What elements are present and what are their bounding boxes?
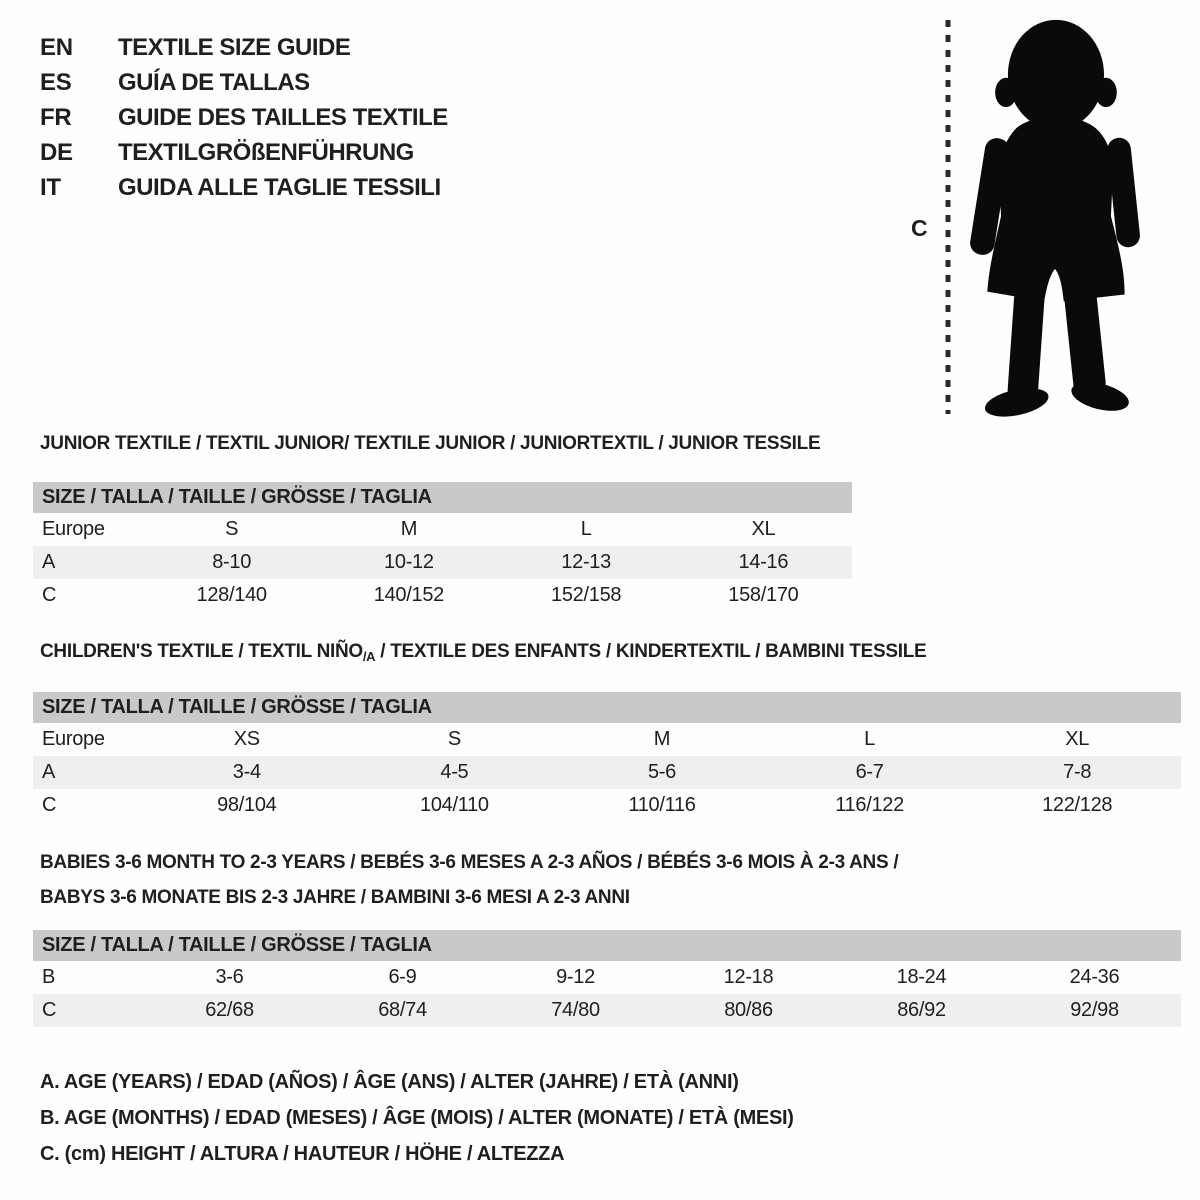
lang-code: EN <box>40 33 73 61</box>
age-cell: 14-16 <box>738 551 789 573</box>
age-cell: 6-7 <box>855 761 884 783</box>
lang-row-es <box>40 65 448 100</box>
lang-title: GUIDA ALLE TAGLIE TESSILI <box>118 173 441 201</box>
height-cell: 92/98 <box>1070 999 1119 1021</box>
row-label: C <box>42 794 57 816</box>
junior-size-table <box>33 482 852 612</box>
children-title-text: CHILDREN'S TEXTILE / TEXTIL NIÑO <box>40 641 363 662</box>
height-measure-figure <box>905 12 1165 424</box>
size-cell: S <box>447 728 461 750</box>
table-row-height <box>33 579 852 612</box>
age-cell: 12-18 <box>723 966 774 988</box>
lang-code: IT <box>40 173 61 201</box>
junior-section-title: JUNIOR TEXTILE / TEXTIL JUNIOR/ TEXTILE JUNIOR / JUNIORTEXTIL / JUNIOR TESSILE <box>40 433 821 454</box>
row-label: A <box>42 761 56 783</box>
height-cell: 110/116 <box>628 794 696 816</box>
babies-size-table <box>33 930 1181 1027</box>
age-cell: 8-10 <box>212 551 252 573</box>
age-cell: 5-6 <box>647 761 676 783</box>
table-row-europe <box>33 513 852 546</box>
height-cell: 80/86 <box>724 999 773 1021</box>
lang-title: TEXTILE SIZE GUIDE <box>118 33 351 61</box>
height-cell: 62/68 <box>205 999 254 1021</box>
children-title-text: / TEXTILE DES ENFANTS / KINDERTEXTIL / BAMBINI TESSILE <box>375 641 927 662</box>
lang-title: TEXTILGRÖßENFÜHRUNG <box>118 138 414 166</box>
table-row-height <box>33 994 1181 1027</box>
height-cell: 98/104 <box>217 794 277 816</box>
children-section-title <box>40 640 926 669</box>
size-cell: S <box>225 518 239 540</box>
row-label: C <box>42 584 57 606</box>
children-size-table <box>33 692 1181 822</box>
lang-code: FR <box>40 103 72 131</box>
lang-code: DE <box>40 138 73 166</box>
babies-title-line1: BABIES 3-6 MONTH TO 2-3 YEARS / BEBÉS 3-6 MESES A 2-3 AÑOS / BÉBÉS 3-6 MOIS À 2-3 ANS / <box>40 852 899 873</box>
size-header-bar: SIZE / TALLA / TAILLE / GRÖSSE / TAGLIA <box>33 930 1181 961</box>
height-cell: 116/122 <box>835 794 904 816</box>
size-header-bar: SIZE / TALLA / TAILLE / GRÖSSE / TAGLIA <box>33 692 1181 723</box>
measure-legend <box>40 1064 794 1172</box>
row-label: Europe <box>42 728 105 750</box>
lang-row-fr <box>40 100 448 135</box>
lang-code: ES <box>40 68 72 96</box>
babies-section-title <box>40 845 898 915</box>
age-cell: 9-12 <box>556 966 595 988</box>
lang-row-en <box>40 30 448 65</box>
height-cell: 140/152 <box>373 584 444 606</box>
size-cell: M <box>653 728 671 750</box>
language-title-list <box>40 30 448 205</box>
size-cell: XL <box>751 518 776 540</box>
age-cell: 6-9 <box>388 966 417 988</box>
legend-line-b: B. AGE (MONTHS) / EDAD (MESES) / ÂGE (MOIS) / ALTER (MONATE) / ETÀ (MESI) <box>40 1107 794 1129</box>
children-title-subscript: /A <box>362 649 376 664</box>
height-cell: 104/110 <box>420 794 489 816</box>
size-cell: L <box>580 518 592 540</box>
row-label: B <box>42 966 56 988</box>
height-measure-label: C <box>911 215 928 241</box>
lang-row-it <box>40 170 448 205</box>
table-row-age <box>33 546 852 579</box>
toddler-silhouette-icon <box>961 12 1147 424</box>
age-cell: 3-4 <box>232 761 261 783</box>
legend-line-c: C. (cm) HEIGHT / ALTURA / HAUTEUR / HÖHE / ALTEZZA <box>40 1143 565 1165</box>
age-cell: 24-36 <box>1069 966 1120 988</box>
height-cell: 86/92 <box>897 999 946 1021</box>
size-cell: XS <box>233 728 260 750</box>
size-cell: XL <box>1065 728 1090 750</box>
table-row-age <box>33 756 1181 789</box>
age-cell: 12-13 <box>561 551 611 573</box>
row-label: C <box>42 999 57 1021</box>
lang-title: GUIDE DES TAILLES TEXTILE <box>118 103 448 131</box>
table-row-europe <box>33 723 1181 756</box>
height-cell: 122/128 <box>1042 794 1113 816</box>
height-cell: 128/140 <box>196 584 267 606</box>
lang-row-de <box>40 135 448 170</box>
table-row-height <box>33 789 1181 822</box>
size-header-bar: SIZE / TALLA / TAILLE / GRÖSSE / TAGLIA <box>33 482 852 513</box>
age-cell: 7-8 <box>1063 761 1092 783</box>
height-dashed-line <box>943 18 953 416</box>
row-label: A <box>42 551 56 573</box>
height-cell: 74/80 <box>551 999 600 1021</box>
lang-title: GUÍA DE TALLAS <box>118 68 310 96</box>
height-cell: 158/170 <box>728 584 799 606</box>
table-row-age-months <box>33 961 1181 994</box>
height-cell: 68/74 <box>378 999 427 1021</box>
height-cell: 152/158 <box>551 584 622 606</box>
row-label: Europe <box>42 518 105 540</box>
age-cell: 18-24 <box>896 966 947 988</box>
legend-line-a: A. AGE (YEARS) / EDAD (AÑOS) / ÂGE (ANS) / ALTER (JAHRE) / ETÀ (ANNI) <box>40 1071 739 1093</box>
size-cell: M <box>400 518 418 540</box>
age-cell: 4-5 <box>440 761 469 783</box>
age-cell: 3-6 <box>215 966 244 988</box>
age-cell: 10-12 <box>384 551 434 573</box>
size-cell: L <box>864 728 875 750</box>
babies-title-line2: BABYS 3-6 MONATE BIS 2-3 JAHRE / BAMBINI 3-6 MESI A 2-3 ANNI <box>40 887 630 908</box>
